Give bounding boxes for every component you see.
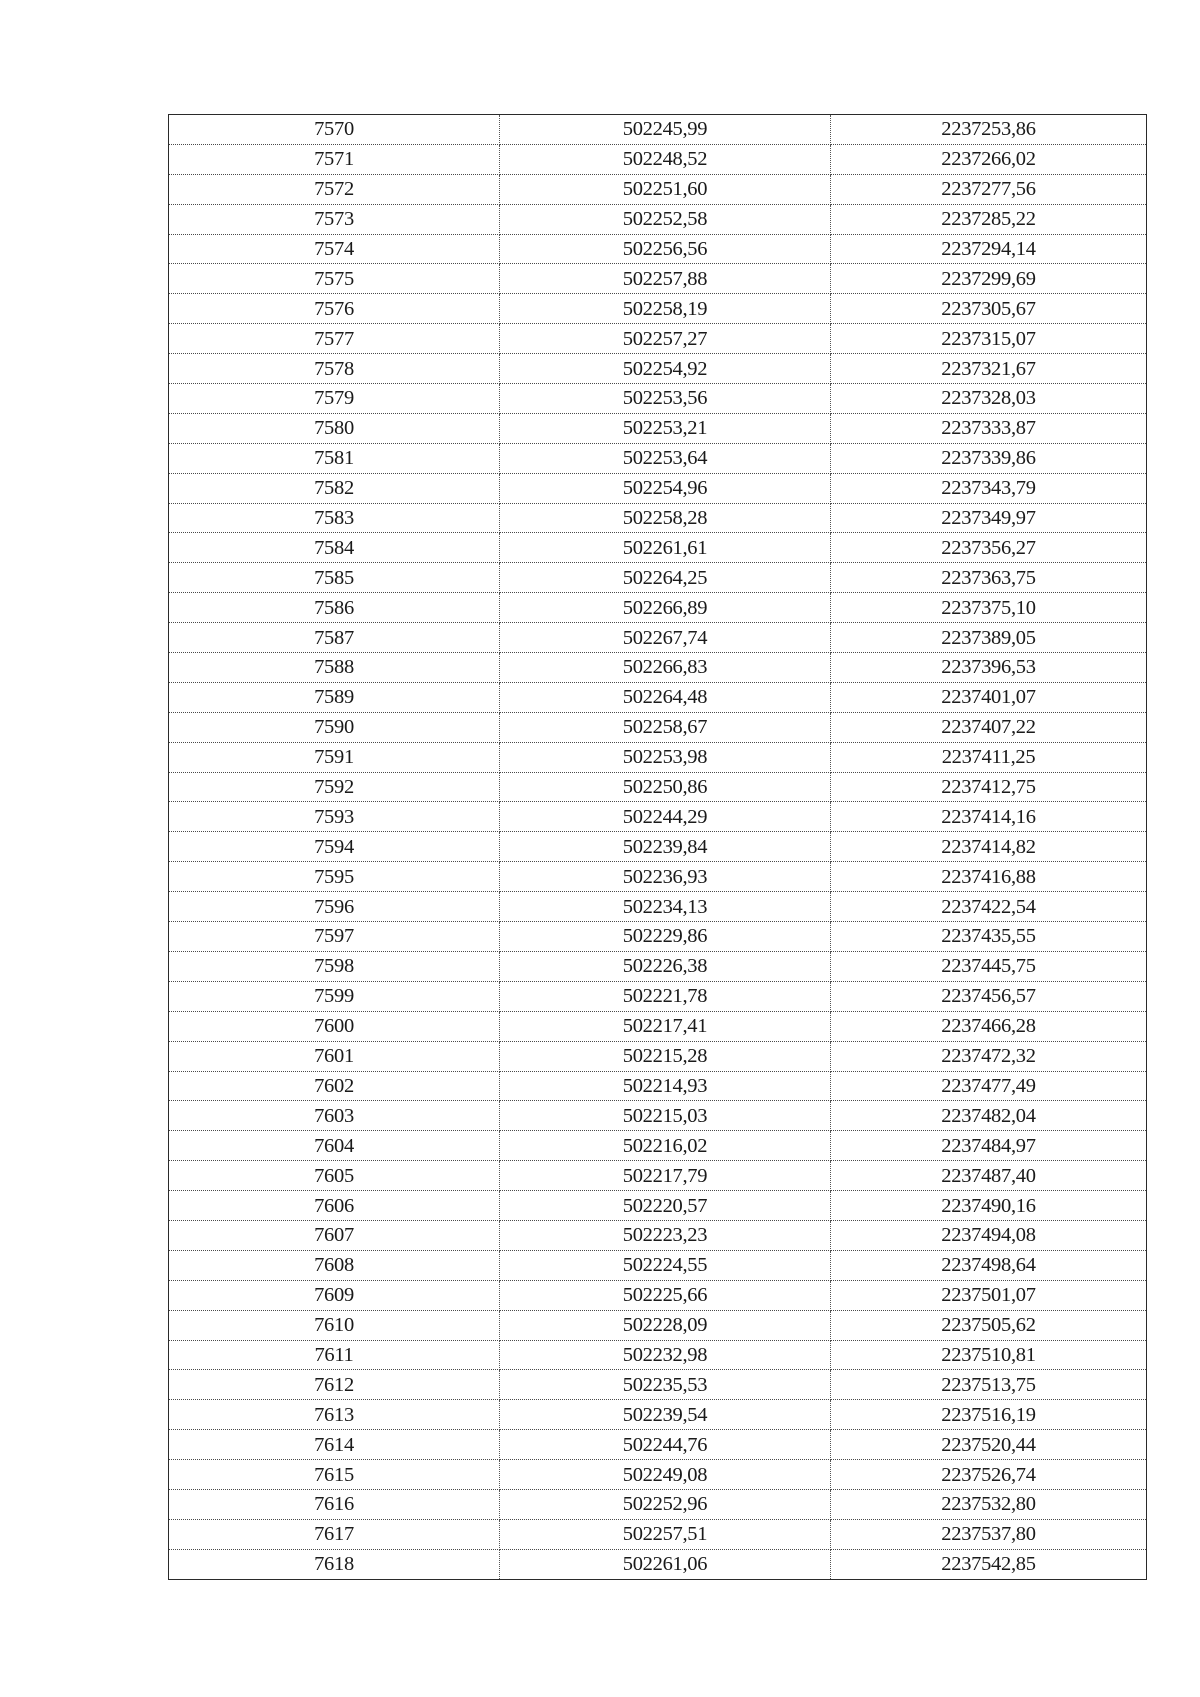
y-coordinate-cell: 2237537,80 — [831, 1519, 1147, 1549]
y-coordinate-cell: 2237328,03 — [831, 384, 1147, 414]
table-row — [169, 324, 1147, 354]
x-coordinate-cell: 502253,64 — [500, 443, 831, 473]
table-row — [169, 115, 1147, 145]
point-number-cell: 7609 — [169, 1280, 500, 1310]
point-number-cell: 7576 — [169, 294, 500, 324]
y-coordinate-cell: 2237299,69 — [831, 264, 1147, 294]
x-coordinate-cell: 502257,51 — [500, 1519, 831, 1549]
point-number-cell: 7616 — [169, 1489, 500, 1519]
point-number-cell: 7577 — [169, 324, 500, 354]
point-number-cell: 7572 — [169, 174, 500, 204]
y-coordinate-cell: 2237356,27 — [831, 533, 1147, 563]
y-coordinate-cell: 2237285,22 — [831, 204, 1147, 234]
point-number-cell: 7593 — [169, 802, 500, 832]
x-coordinate-cell: 502229,86 — [500, 922, 831, 952]
point-number-cell: 7600 — [169, 1011, 500, 1041]
point-number-cell: 7589 — [169, 682, 500, 712]
y-coordinate-cell: 2237484,97 — [831, 1131, 1147, 1161]
x-coordinate-cell: 502253,56 — [500, 384, 831, 414]
table-row — [169, 1101, 1147, 1131]
table-row — [169, 1519, 1147, 1549]
y-coordinate-cell: 2237477,49 — [831, 1071, 1147, 1101]
y-coordinate-cell: 2237466,28 — [831, 1011, 1147, 1041]
coordinates-table-body — [169, 115, 1147, 1580]
y-coordinate-cell: 2237277,56 — [831, 174, 1147, 204]
x-coordinate-cell: 502215,03 — [500, 1101, 831, 1131]
x-coordinate-cell: 502254,92 — [500, 354, 831, 384]
table-row — [169, 1191, 1147, 1221]
table-row — [169, 1370, 1147, 1400]
x-coordinate-cell: 502252,96 — [500, 1489, 831, 1519]
y-coordinate-cell: 2237498,64 — [831, 1250, 1147, 1280]
y-coordinate-cell: 2237542,85 — [831, 1549, 1147, 1579]
x-coordinate-cell: 502228,09 — [500, 1310, 831, 1340]
point-number-cell: 7604 — [169, 1131, 500, 1161]
table-row — [169, 1430, 1147, 1460]
x-coordinate-cell: 502244,76 — [500, 1430, 831, 1460]
x-coordinate-cell: 502248,52 — [500, 144, 831, 174]
x-coordinate-cell: 502258,28 — [500, 503, 831, 533]
table-row — [169, 1161, 1147, 1191]
point-number-cell: 7580 — [169, 413, 500, 443]
point-number-cell: 7599 — [169, 981, 500, 1011]
point-number-cell: 7605 — [169, 1161, 500, 1191]
x-coordinate-cell: 502235,53 — [500, 1370, 831, 1400]
x-coordinate-cell: 502251,60 — [500, 174, 831, 204]
table-row — [169, 144, 1147, 174]
y-coordinate-cell: 2237407,22 — [831, 712, 1147, 742]
y-coordinate-cell: 2237315,07 — [831, 324, 1147, 354]
y-coordinate-cell: 2237516,19 — [831, 1400, 1147, 1430]
table-row — [169, 443, 1147, 473]
x-coordinate-cell: 502214,93 — [500, 1071, 831, 1101]
y-coordinate-cell: 2237505,62 — [831, 1310, 1147, 1340]
y-coordinate-cell: 2237456,57 — [831, 981, 1147, 1011]
table-row — [169, 294, 1147, 324]
point-number-cell: 7582 — [169, 473, 500, 503]
point-number-cell: 7571 — [169, 144, 500, 174]
point-number-cell: 7613 — [169, 1400, 500, 1430]
y-coordinate-cell: 2237339,86 — [831, 443, 1147, 473]
table-row — [169, 802, 1147, 832]
x-coordinate-cell: 502221,78 — [500, 981, 831, 1011]
x-coordinate-cell: 502254,96 — [500, 473, 831, 503]
point-number-cell: 7590 — [169, 712, 500, 742]
y-coordinate-cell: 2237520,44 — [831, 1430, 1147, 1460]
point-number-cell: 7573 — [169, 204, 500, 234]
x-coordinate-cell: 502217,41 — [500, 1011, 831, 1041]
y-coordinate-cell: 2237416,88 — [831, 862, 1147, 892]
y-coordinate-cell: 2237526,74 — [831, 1460, 1147, 1490]
y-coordinate-cell: 2237490,16 — [831, 1191, 1147, 1221]
table-row — [169, 413, 1147, 443]
table-row — [169, 1011, 1147, 1041]
table-row — [169, 892, 1147, 922]
y-coordinate-cell: 2237266,02 — [831, 144, 1147, 174]
x-coordinate-cell: 502267,74 — [500, 623, 831, 653]
x-coordinate-cell: 502245,99 — [500, 115, 831, 145]
x-coordinate-cell: 502226,38 — [500, 951, 831, 981]
table-row — [169, 742, 1147, 772]
x-coordinate-cell: 502264,25 — [500, 563, 831, 593]
point-number-cell: 7610 — [169, 1310, 500, 1340]
y-coordinate-cell: 2237501,07 — [831, 1280, 1147, 1310]
point-number-cell: 7597 — [169, 922, 500, 952]
table-row — [169, 1041, 1147, 1071]
y-coordinate-cell: 2237389,05 — [831, 623, 1147, 653]
x-coordinate-cell: 502244,29 — [500, 802, 831, 832]
table-row — [169, 922, 1147, 952]
y-coordinate-cell: 2237343,79 — [831, 473, 1147, 503]
point-number-cell: 7578 — [169, 354, 500, 384]
y-coordinate-cell: 2237435,55 — [831, 922, 1147, 952]
y-coordinate-cell: 2237510,81 — [831, 1340, 1147, 1370]
point-number-cell: 7594 — [169, 832, 500, 862]
point-number-cell: 7579 — [169, 384, 500, 414]
table-row — [169, 264, 1147, 294]
x-coordinate-cell: 502216,02 — [500, 1131, 831, 1161]
x-coordinate-cell: 502253,21 — [500, 413, 831, 443]
table-row — [169, 772, 1147, 802]
y-coordinate-cell: 2237396,53 — [831, 653, 1147, 683]
x-coordinate-cell: 502232,98 — [500, 1340, 831, 1370]
point-number-cell: 7587 — [169, 623, 500, 653]
x-coordinate-cell: 502249,08 — [500, 1460, 831, 1490]
table-row — [169, 623, 1147, 653]
point-number-cell: 7606 — [169, 1191, 500, 1221]
table-row — [169, 593, 1147, 623]
x-coordinate-cell: 502258,19 — [500, 294, 831, 324]
x-coordinate-cell: 502252,58 — [500, 204, 831, 234]
table-row — [169, 503, 1147, 533]
y-coordinate-cell: 2237253,86 — [831, 115, 1147, 145]
x-coordinate-cell: 502239,84 — [500, 832, 831, 862]
table-row — [169, 204, 1147, 234]
table-row — [169, 682, 1147, 712]
table-row — [169, 1340, 1147, 1370]
y-coordinate-cell: 2237414,82 — [831, 832, 1147, 862]
point-number-cell: 7612 — [169, 1370, 500, 1400]
point-number-cell: 7603 — [169, 1101, 500, 1131]
y-coordinate-cell: 2237412,75 — [831, 772, 1147, 802]
point-number-cell: 7618 — [169, 1549, 500, 1579]
x-coordinate-cell: 502234,13 — [500, 892, 831, 922]
y-coordinate-cell: 2237375,10 — [831, 593, 1147, 623]
point-number-cell: 7570 — [169, 115, 500, 145]
y-coordinate-cell: 2237445,75 — [831, 951, 1147, 981]
table-row — [169, 473, 1147, 503]
point-number-cell: 7591 — [169, 742, 500, 772]
y-coordinate-cell: 2237482,04 — [831, 1101, 1147, 1131]
y-coordinate-cell: 2237333,87 — [831, 413, 1147, 443]
y-coordinate-cell: 2237305,67 — [831, 294, 1147, 324]
point-number-cell: 7617 — [169, 1519, 500, 1549]
x-coordinate-cell: 502225,66 — [500, 1280, 831, 1310]
table-row — [169, 1549, 1147, 1579]
x-coordinate-cell: 502257,27 — [500, 324, 831, 354]
x-coordinate-cell: 502256,56 — [500, 234, 831, 264]
table-row — [169, 174, 1147, 204]
x-coordinate-cell: 502236,93 — [500, 862, 831, 892]
table-row — [169, 1310, 1147, 1340]
x-coordinate-cell: 502264,48 — [500, 682, 831, 712]
x-coordinate-cell: 502215,28 — [500, 1041, 831, 1071]
x-coordinate-cell: 502253,98 — [500, 742, 831, 772]
table-row — [169, 1131, 1147, 1161]
x-coordinate-cell: 502239,54 — [500, 1400, 831, 1430]
table-row — [169, 1071, 1147, 1101]
table-row — [169, 234, 1147, 264]
point-number-cell: 7601 — [169, 1041, 500, 1071]
point-number-cell: 7595 — [169, 862, 500, 892]
y-coordinate-cell: 2237472,32 — [831, 1041, 1147, 1071]
table-row — [169, 653, 1147, 683]
point-number-cell: 7608 — [169, 1250, 500, 1280]
table-row — [169, 563, 1147, 593]
point-number-cell: 7602 — [169, 1071, 500, 1101]
table-row — [169, 354, 1147, 384]
point-number-cell: 7581 — [169, 443, 500, 473]
x-coordinate-cell: 502261,06 — [500, 1549, 831, 1579]
table-row — [169, 533, 1147, 563]
point-number-cell: 7586 — [169, 593, 500, 623]
table-row — [169, 1460, 1147, 1490]
coordinates-table — [168, 114, 1147, 1580]
y-coordinate-cell: 2237422,54 — [831, 892, 1147, 922]
point-number-cell: 7588 — [169, 653, 500, 683]
table-row — [169, 384, 1147, 414]
table-row — [169, 1489, 1147, 1519]
point-number-cell: 7574 — [169, 234, 500, 264]
x-coordinate-cell: 502258,67 — [500, 712, 831, 742]
point-number-cell: 7584 — [169, 533, 500, 563]
point-number-cell: 7614 — [169, 1430, 500, 1460]
x-coordinate-cell: 502250,86 — [500, 772, 831, 802]
x-coordinate-cell: 502223,23 — [500, 1220, 831, 1250]
y-coordinate-cell: 2237532,80 — [831, 1489, 1147, 1519]
table-row — [169, 951, 1147, 981]
x-coordinate-cell: 502261,61 — [500, 533, 831, 563]
table-row — [169, 1250, 1147, 1280]
y-coordinate-cell: 2237401,07 — [831, 682, 1147, 712]
table-row — [169, 981, 1147, 1011]
point-number-cell: 7596 — [169, 892, 500, 922]
x-coordinate-cell: 502217,79 — [500, 1161, 831, 1191]
y-coordinate-cell: 2237294,14 — [831, 234, 1147, 264]
x-coordinate-cell: 502266,83 — [500, 653, 831, 683]
x-coordinate-cell: 502266,89 — [500, 593, 831, 623]
point-number-cell: 7575 — [169, 264, 500, 294]
point-number-cell: 7592 — [169, 772, 500, 802]
y-coordinate-cell: 2237411,25 — [831, 742, 1147, 772]
y-coordinate-cell: 2237321,67 — [831, 354, 1147, 384]
table-row — [169, 1280, 1147, 1310]
y-coordinate-cell: 2237414,16 — [831, 802, 1147, 832]
y-coordinate-cell: 2237349,97 — [831, 503, 1147, 533]
y-coordinate-cell: 2237494,08 — [831, 1220, 1147, 1250]
point-number-cell: 7607 — [169, 1220, 500, 1250]
table-row — [169, 832, 1147, 862]
table-row — [169, 862, 1147, 892]
table-row — [169, 712, 1147, 742]
y-coordinate-cell: 2237513,75 — [831, 1370, 1147, 1400]
point-number-cell: 7611 — [169, 1340, 500, 1370]
point-number-cell: 7615 — [169, 1460, 500, 1490]
table-row — [169, 1220, 1147, 1250]
x-coordinate-cell: 502257,88 — [500, 264, 831, 294]
y-coordinate-cell: 2237363,75 — [831, 563, 1147, 593]
point-number-cell: 7585 — [169, 563, 500, 593]
y-coordinate-cell: 2237487,40 — [831, 1161, 1147, 1191]
x-coordinate-cell: 502220,57 — [500, 1191, 831, 1221]
point-number-cell: 7583 — [169, 503, 500, 533]
x-coordinate-cell: 502224,55 — [500, 1250, 831, 1280]
table-row — [169, 1400, 1147, 1430]
point-number-cell: 7598 — [169, 951, 500, 981]
